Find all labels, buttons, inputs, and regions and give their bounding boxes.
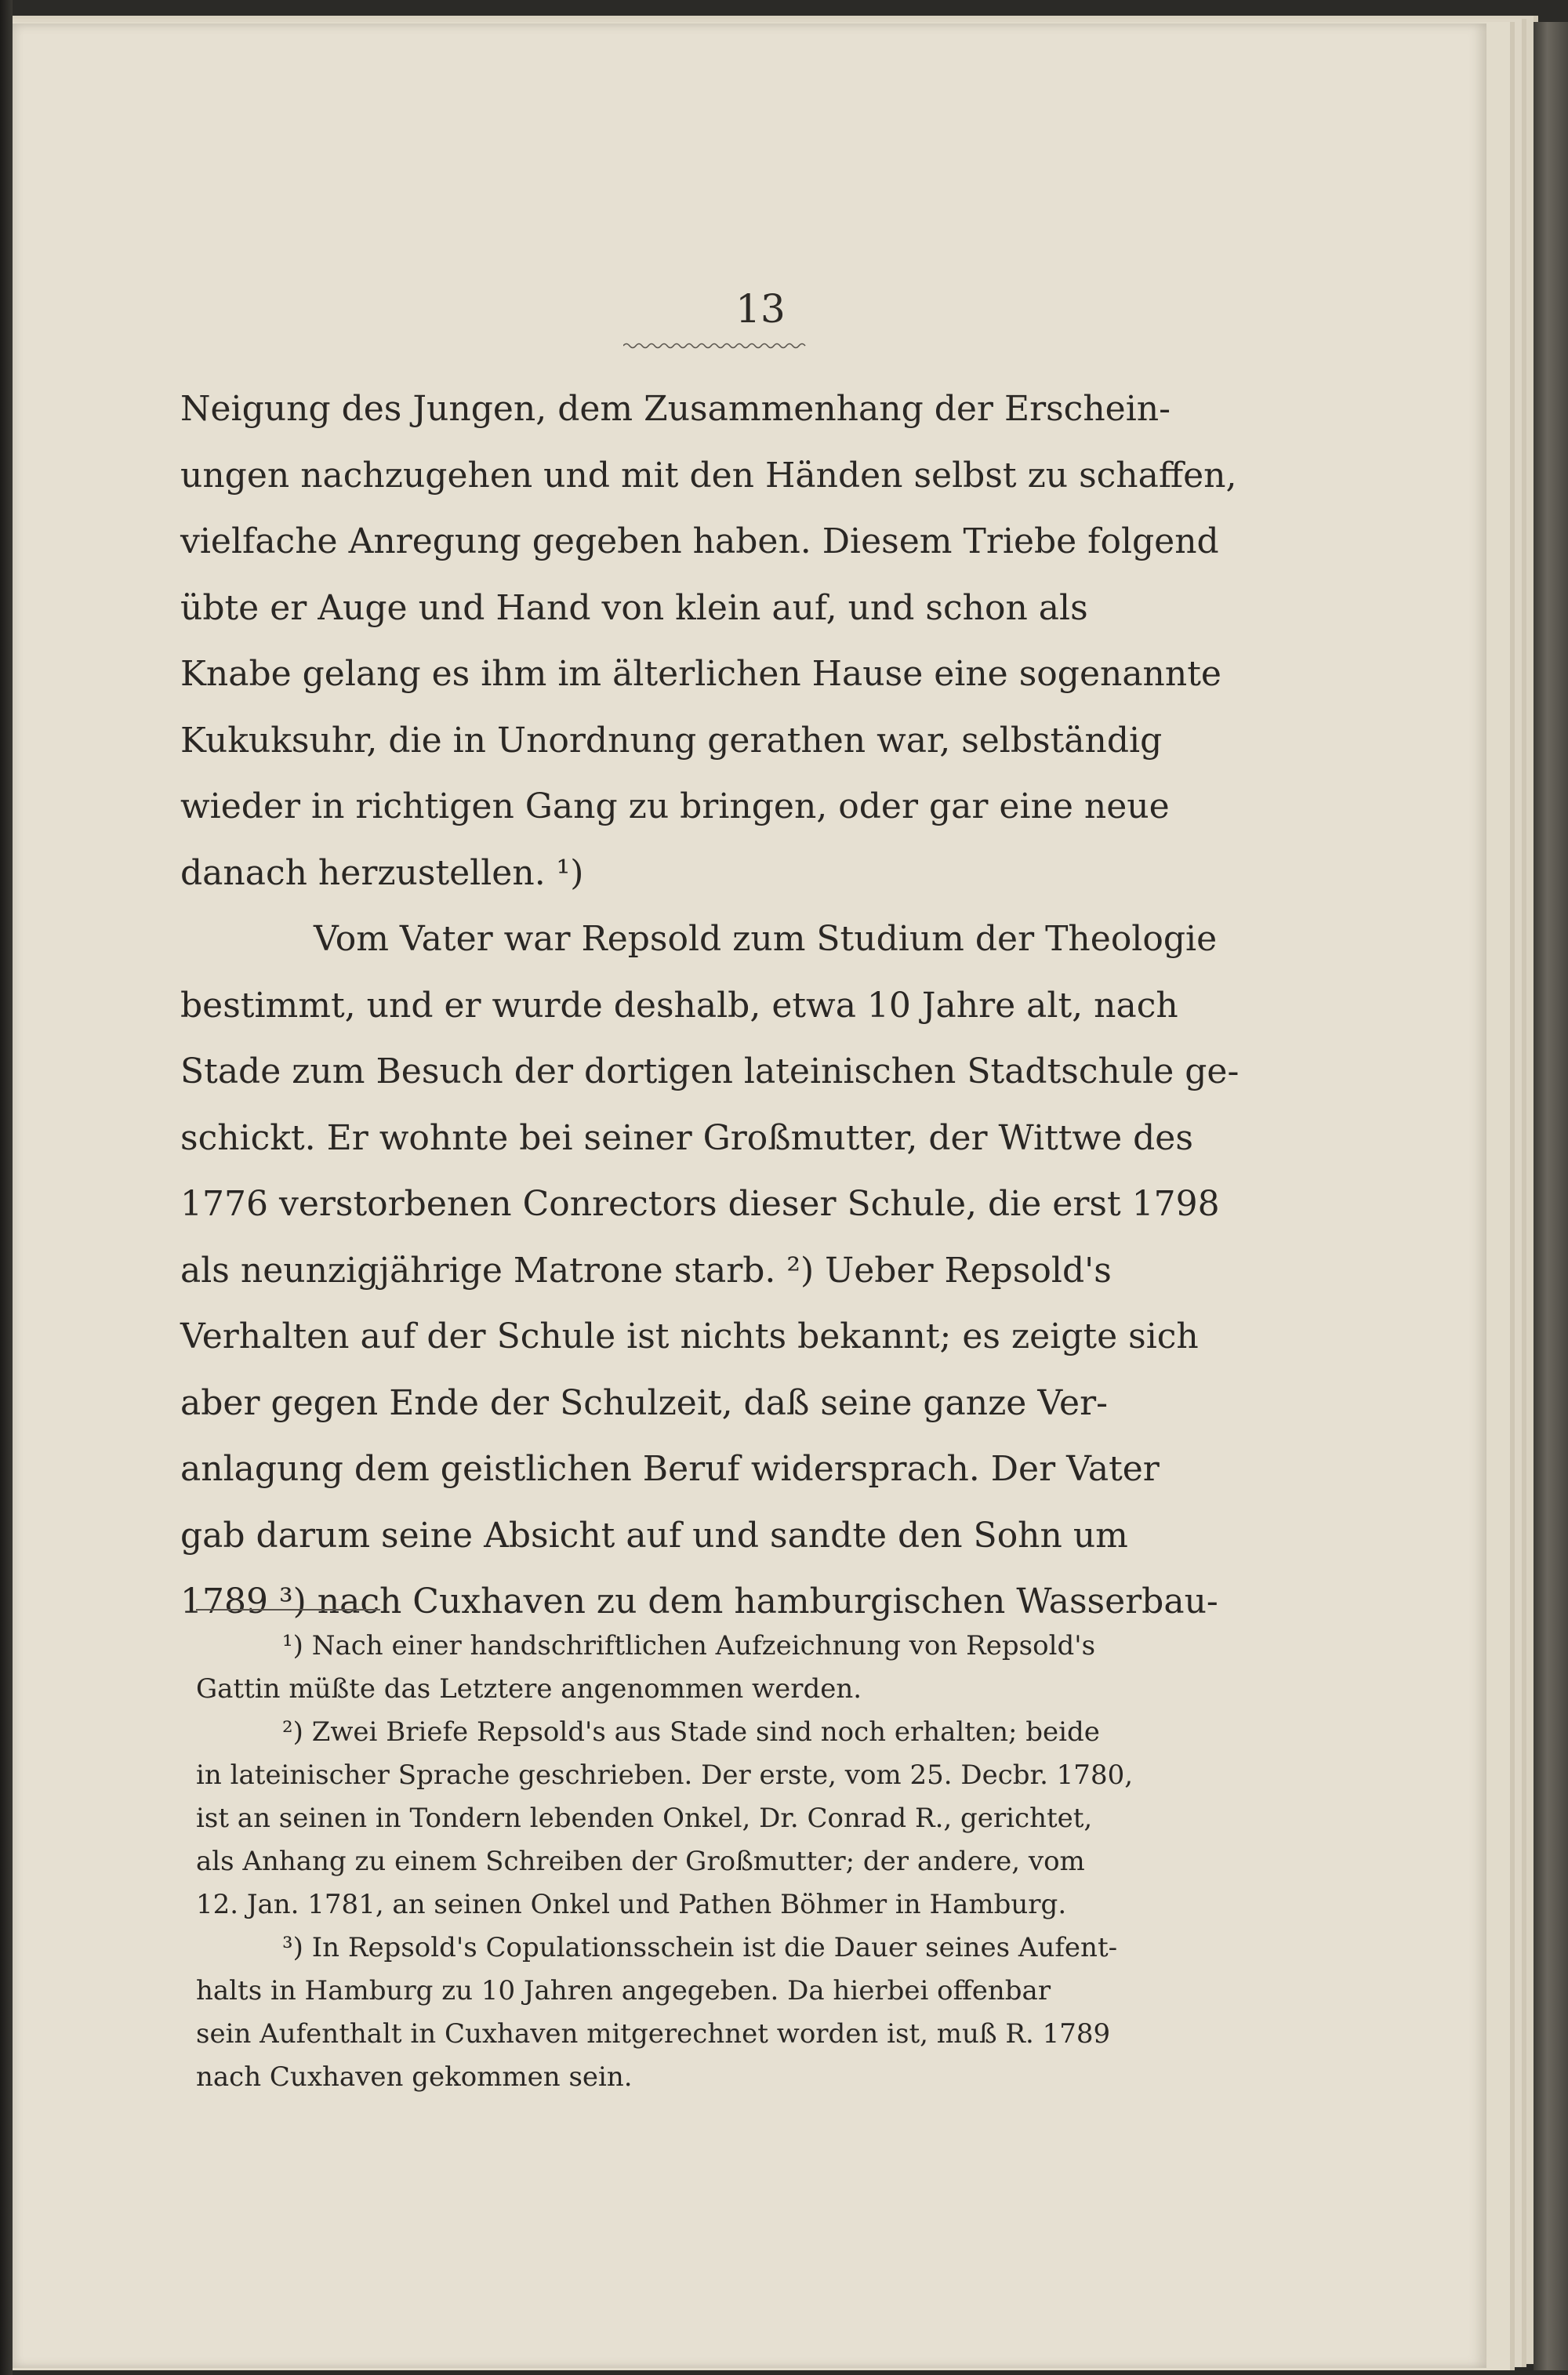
body-line: Knabe gelang es ihm im älterlichen Hause eine sogenannte (180, 654, 1221, 694)
footnote-line: Gattin müßte das Letztere angenommen werden. (196, 1673, 862, 1705)
body-line: Neigung des Jungen, dem Zusammenhang der Erschein- (180, 389, 1171, 429)
body-line: als neunzigjährige Matrone starb. ²) Ueber Repsold's (180, 1250, 1112, 1291)
body-line: gab darum seine Absicht auf und sandte den Sohn um (180, 1515, 1128, 1556)
footnote-line: in lateinischer Sprache geschrieben. Der erste, vom 25. Decbr. 1780, (196, 1759, 1134, 1791)
page-number: 13 (735, 286, 786, 332)
body-line: Stade zum Besuch der dortigen lateinischen Stadtschule ge- (180, 1051, 1240, 1091)
body-line: aber gegen Ende der Schulzeit, daß seine ganze Ver- (180, 1382, 1108, 1423)
footnote-line: ¹) Nach einer handschriftlichen Aufzeichnung von Repsold's (282, 1630, 1096, 1661)
body-line: Vom Vater war Repsold zum Studium der Theologie (314, 919, 1218, 959)
footnote-line: 12. Jan. 1781, an seinen Onkel und Pathen Böhmer in Hamburg. (196, 1889, 1067, 1920)
footnote-divider (196, 1609, 380, 1611)
footnotes (196, 1625, 1160, 2099)
body-line: Kukuksuhr, die in Unordnung gerathen war, selbständig (180, 720, 1163, 761)
footnote-line: ist an seinen in Tondern lebenden Onkel, Dr. Conrad R., gerichtet, (196, 1803, 1093, 1834)
footnote-line: ²) Zwei Briefe Repsold's aus Stade sind noch erhalten; beide (282, 1716, 1100, 1748)
body-text (180, 376, 1240, 1636)
body-line: schickt. Er wohnte bei seiner Großmutter, der Wittwe des (180, 1117, 1193, 1158)
body-line: bestimmt, und er wurde deshalb, etwa 10 Jahre alt, nach (180, 985, 1178, 1026)
body-line: vielfache Anregung gegeben haben. Diesem Triebe folgend (180, 521, 1219, 561)
footnote-line: ³) In Repsold's Copulationsschein ist die Dauer seines Aufent- (282, 1932, 1118, 1963)
footnote-line: halts in Hamburg zu 10 Jahren angegeben. Da hierbei offenbar (196, 1975, 1051, 2006)
body-line: 1789 ³) nach Cuxhaven zu dem hamburgischen Wasserbau- (180, 1582, 1218, 1621)
body-line: Verhalten auf der Schule ist nichts bekannt; es zeigte sich (180, 1316, 1199, 1356)
body-line: wieder in richtigen Gang zu bringen, oder gar eine neue (180, 786, 1170, 826)
body-line: ungen nachzugehen und mit den Händen selbst zu schaffen, (180, 455, 1237, 496)
body-line: 1776 verstorbenen Conrectors dieser Schule, die erst 1798 (180, 1184, 1220, 1224)
body-line: danach herzustellen. ¹) (180, 852, 584, 893)
footnote-line: sein Aufenthalt in Cuxhaven mitgerechnet worden ist, muß R. 1789 (196, 2018, 1111, 2050)
decorative-wavy-rule (623, 341, 808, 350)
body-line: übte er Auge und Hand von klein auf, und schon als (180, 587, 1088, 628)
body-line: anlagung dem geistlichen Beruf widersprach. Der Vater (180, 1449, 1160, 1489)
book-board-edge (1534, 22, 1568, 2370)
footnote-line: nach Cuxhaven gekommen sein. (196, 2061, 633, 2093)
footnote-line: als Anhang zu einem Schreiben der Großmutter; der andere, vom (196, 1846, 1085, 1877)
book-cover-edge (0, 0, 13, 2375)
